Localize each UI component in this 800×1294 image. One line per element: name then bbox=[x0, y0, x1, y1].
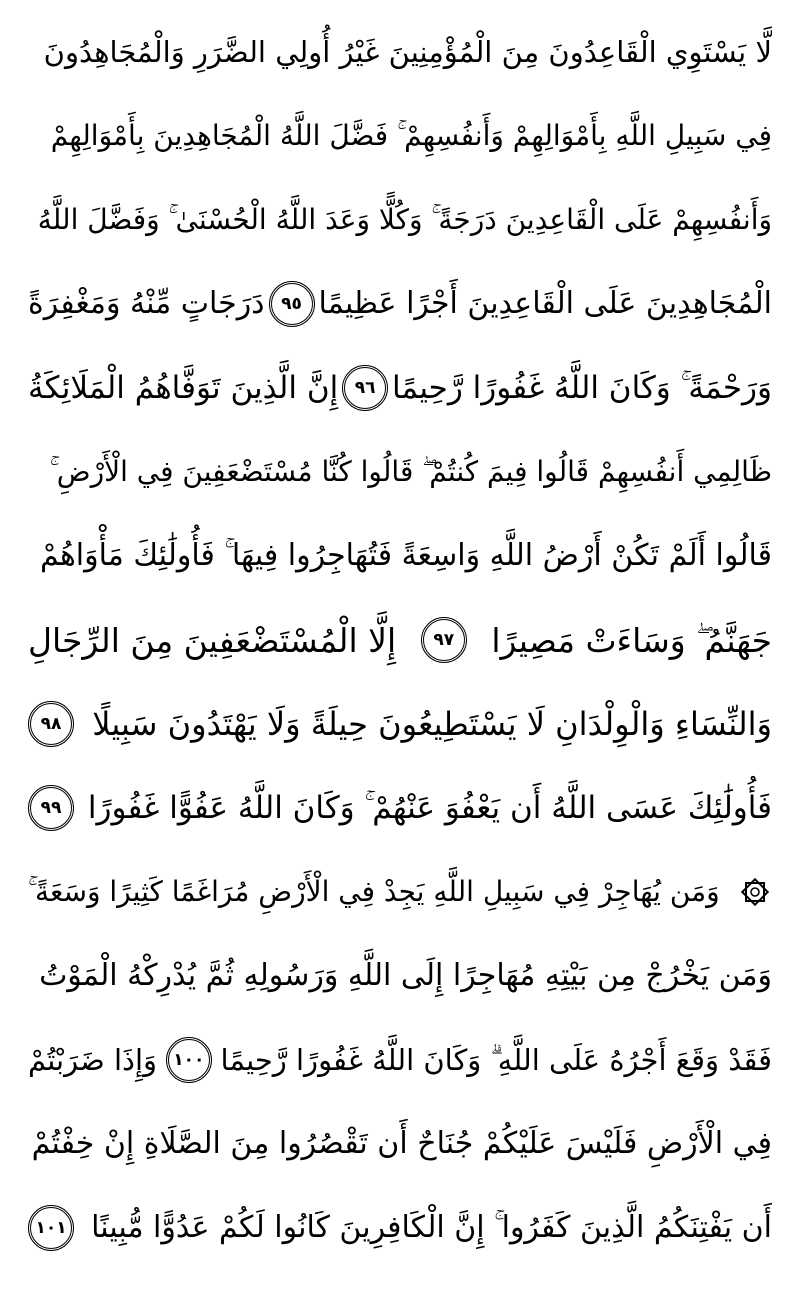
ayah-number-marker: ٩٥ bbox=[269, 281, 315, 327]
ayah-number-marker: ٩٦ bbox=[342, 365, 388, 411]
rub-el-hizb-icon bbox=[738, 875, 772, 909]
verse-line bbox=[28, 1186, 772, 1270]
verse-line bbox=[28, 178, 772, 262]
verse-text: أَن يَفْتِنَكُمُ الَّذِينَ كَفَرُوا ۚ إِنَّ الْكَافِرِينَ كَانُوا لَكُمْ عَدُوًّا مُّبِينًا bbox=[91, 1210, 772, 1245]
verse-line bbox=[28, 346, 772, 430]
verse-text: لَّا يَسْتَوِي الْقَاعِدُونَ مِنَ الْمُؤْمِنِينَ غَيْرُ أُولِي الضَّرَرِ وَالْمُجَاهِدُونَ bbox=[43, 34, 772, 69]
verse-line bbox=[28, 10, 772, 94]
verse-line bbox=[28, 766, 772, 850]
verse-line bbox=[28, 514, 772, 598]
verse-text: قَالُوا أَلَمْ تَكُنْ أَرْضُ اللَّهِ وَاسِعَةً فَتُهَاجِرُوا فِيهَا ۚ فَأُولَٰئِكَ مَأْوَاهُمْ bbox=[40, 538, 772, 573]
verse-text: وَأَنفُسِهِمْ عَلَى الْقَاعِدِينَ دَرَجَةً ۚ وَكُلًّا وَعَدَ اللَّهُ الْحُسْنَىٰ ۚ وَفَضَّلَ اللَّهُ bbox=[37, 203, 772, 236]
ayah-number-marker: ١٠٠ bbox=[166, 1037, 212, 1083]
verse-text: إِلَّا الْمُسْتَضْعَفِينَ مِنَ الرِّجَالِ bbox=[28, 620, 397, 660]
verse-text: فِي سَبِيلِ اللَّهِ بِأَمْوَالِهِمْ وَأَنفُسِهِمْ ۚ فَضَّلَ اللَّهُ الْمُجَاهِدِينَ بِأَمْوَالِهِمْ bbox=[50, 119, 772, 152]
verse-text: فِي الْأَرْضِ فَلَيْسَ عَلَيْكُمْ جُنَاحٌ أَن تَقْصُرُوا مِنَ الصَّلَاةِ إِنْ خِفْتُمْ bbox=[31, 1126, 772, 1161]
verse-text: وَالنِّسَاءِ وَالْوِلْدَانِ لَا يَسْتَطِيعُونَ حِيلَةً وَلَا يَهْتَدُونَ سَبِيلًا bbox=[92, 705, 772, 743]
verse-text: وَرَحْمَةً ۚ وَكَانَ اللَّهُ غَفُورًا رَّحِيمًا bbox=[391, 369, 772, 406]
verse-text: ظَالِمِي أَنفُسِهِمْ قَالُوا فِيمَ كُنتُمْ ۖ قَالُوا كُنَّا مُسْتَضْعَفِينَ فِي الْأَرْضِ ۚ bbox=[49, 455, 772, 488]
verse-line bbox=[28, 682, 772, 766]
verse-text: وَإِذَا ضَرَبْتُمْ bbox=[28, 1042, 157, 1077]
verse-text: دَرَجَاتٍ مِّنْهُ وَمَغْفِرَةً bbox=[28, 286, 265, 321]
verse-text: إِنَّ الَّذِينَ تَوَفَّاهُمُ الْمَلَائِكَةُ bbox=[28, 369, 339, 406]
verse-line bbox=[28, 850, 772, 934]
ayah-number-marker: ١٠١ bbox=[28, 1205, 74, 1251]
verse-text: الْمُجَاهِدِينَ عَلَى الْقَاعِدِينَ أَجْرًا عَظِيمًا bbox=[318, 286, 772, 321]
ayah-number-marker: ٩٨ bbox=[28, 701, 74, 747]
verse-text: وَمَن يَخْرُجْ مِن بَيْتِهِ مُهَاجِرًا إِلَى اللَّهِ وَرَسُولِهِ ثُمَّ يُدْرِكْهُ الْمَوْتُ bbox=[39, 958, 772, 993]
verse-line bbox=[28, 598, 772, 682]
verse-line bbox=[28, 94, 772, 178]
verse-text: فَأُولَٰئِكَ عَسَى اللَّهُ أَن يَعْفُوَ عَنْهُمْ ۚ وَكَانَ اللَّهُ عَفُوًّا غَفُورًا bbox=[87, 789, 772, 826]
ayah-number-marker: ٩٩ bbox=[28, 785, 74, 831]
verse-line bbox=[28, 1018, 772, 1102]
verse-text: وَمَن يُهَاجِرْ فِي سَبِيلِ اللَّهِ يَجِدْ فِي الْأَرْضِ مُرَاغَمًا كَثِيرًا وَسَعَةً ۚ bbox=[28, 875, 720, 908]
verse-line bbox=[28, 934, 772, 1018]
verse-line bbox=[28, 262, 772, 346]
verse-line bbox=[28, 430, 772, 514]
ayah-number-marker: ٩٧ bbox=[421, 617, 467, 663]
verse-text: جَهَنَّمُ ۖ وَسَاءَتْ مَصِيرًا bbox=[491, 620, 772, 660]
verse-text: فَقَدْ وَقَعَ أَجْرُهُ عَلَى اللَّهِ ۗ وَكَانَ اللَّهُ غَفُورًا رَّحِيمًا bbox=[220, 1042, 772, 1077]
verse-line bbox=[28, 1102, 772, 1186]
